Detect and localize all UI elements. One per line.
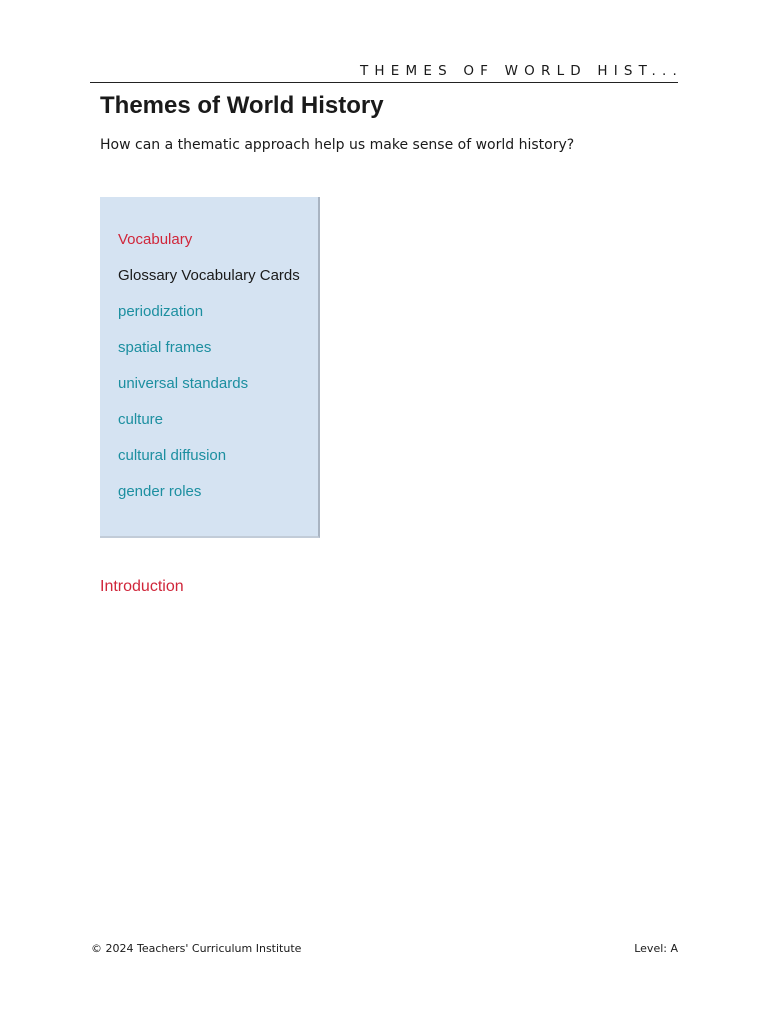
vocabulary-box [100,197,320,538]
vocabulary-term-list [118,303,248,519]
vocab-term-gender-roles[interactable]: gender roles [118,483,202,500]
running-header [90,62,683,83]
vocabulary-heading: Vocabulary [118,231,193,248]
vocab-term-universal-standards[interactable]: universal standards [118,375,249,392]
page-title: Themes of World History [100,92,384,119]
footer-copyright: © 2024 Teachers' Curriculum Institute [91,942,302,955]
running-header-title: THEMES OF WORLD HIST... [359,63,683,79]
essential-question: How can a thematic approach help us make sense of world history? [100,137,575,153]
introduction-heading: Introduction [100,578,184,595]
vocab-term-culture[interactable]: culture [118,411,164,428]
vocab-term-cultural-diffusion[interactable]: cultural diffusion [118,447,227,464]
glossary-cards-label: Glossary Vocabulary Cards [118,267,300,284]
vocab-term-periodization[interactable]: periodization [118,303,204,320]
vocab-term-spatial-frames[interactable]: spatial frames [118,339,212,356]
footer-level: Level: A [634,942,678,955]
